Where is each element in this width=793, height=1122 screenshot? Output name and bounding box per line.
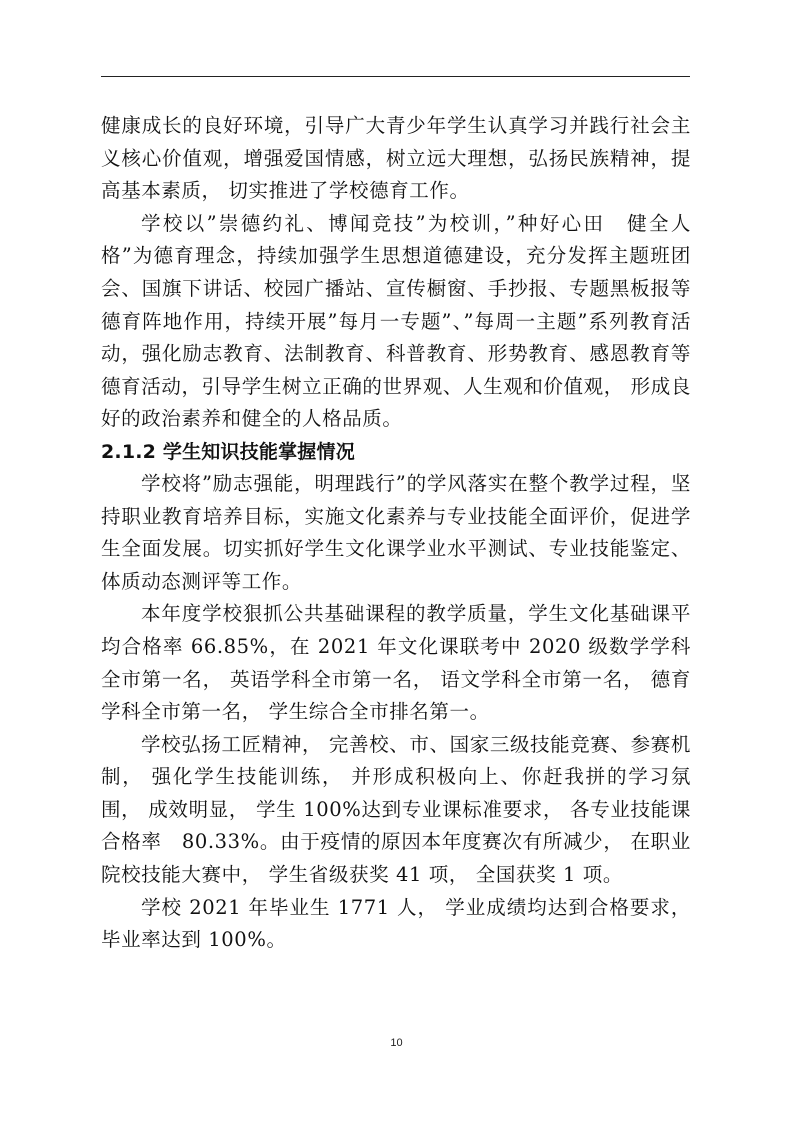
paragraph-graduates: 学校 2021 年毕业生 1771 人， 学业成绩均达到合格要求，毕业率达到 100%。 xyxy=(101,895,691,952)
paragraph-moral-education: 学校以”崇德约礼、博闻竞技”为校训，”种好心田 健全人格”为德育理念，持续加强学生思想道德建设，充分发挥主题班团会、国旗下讲话、校园广播站、宣传橱窗、手抄报、专题黑板报等德育阵地作用，持续开展”每月一专题”、”每周一主题”系列教育活动，强化励志教育、法制教育、科普教育、形势教育、感恩教育等德育活动，引导学生树立正确的世界观、人生观和价值观， 形成良好的政治素养和健全的人格品质。 xyxy=(101,211,691,431)
paragraph-skills-competition: 学校弘扬工匠精神， 完善校、市、国家三级技能竞赛、参赛机制， 强化学生技能训练， 并形成积极向上、你赶我拼的学习氛围， 成效明显， 学生 100%达到专业课标准要求， 各专业技能课合格率 80.33%。由于疫情的原因本年度赛次有所减少， 在职业院校技能大赛中， 学生省级获奖 41 项， 全国获奖 1 项。 xyxy=(101,732,691,887)
paragraph-study-style: 学校将”励志强能，明理践行”的学风落实在整个教学过程，坚持职业教育培养目标，实施文化素养与专业技能全面评价，促进学生全面发展。切实抓好学生文化课学业水平测试、专业技能鉴定、体质动态测评等工作。 xyxy=(101,471,691,593)
page-number: 10 xyxy=(390,1037,403,1049)
paragraph-continued: 健康成长的良好环境，引导广大青少年学生认真学习并践行社会主义核心价值观，增强爱国情感，树立远大理想，弘扬民族精神，提高基本素质， 切实推进了学校德育工作。 xyxy=(101,114,691,203)
document-body xyxy=(101,110,691,957)
header-rule xyxy=(101,76,690,77)
paragraph-pass-rate: 本年度学校狠抓公共基础课程的教学质量，学生文化基础课平均合格率 66.85%，在 2021 年文化课联考中 2020 级数学学科全市第一名， 英语学科全市第一名， 语文学科全市第一名， 德育学科全市第一名， 学生综合全市排名第一。 xyxy=(101,602,691,724)
section-heading: 2.1.2 学生知识技能掌握情况 xyxy=(101,440,355,463)
